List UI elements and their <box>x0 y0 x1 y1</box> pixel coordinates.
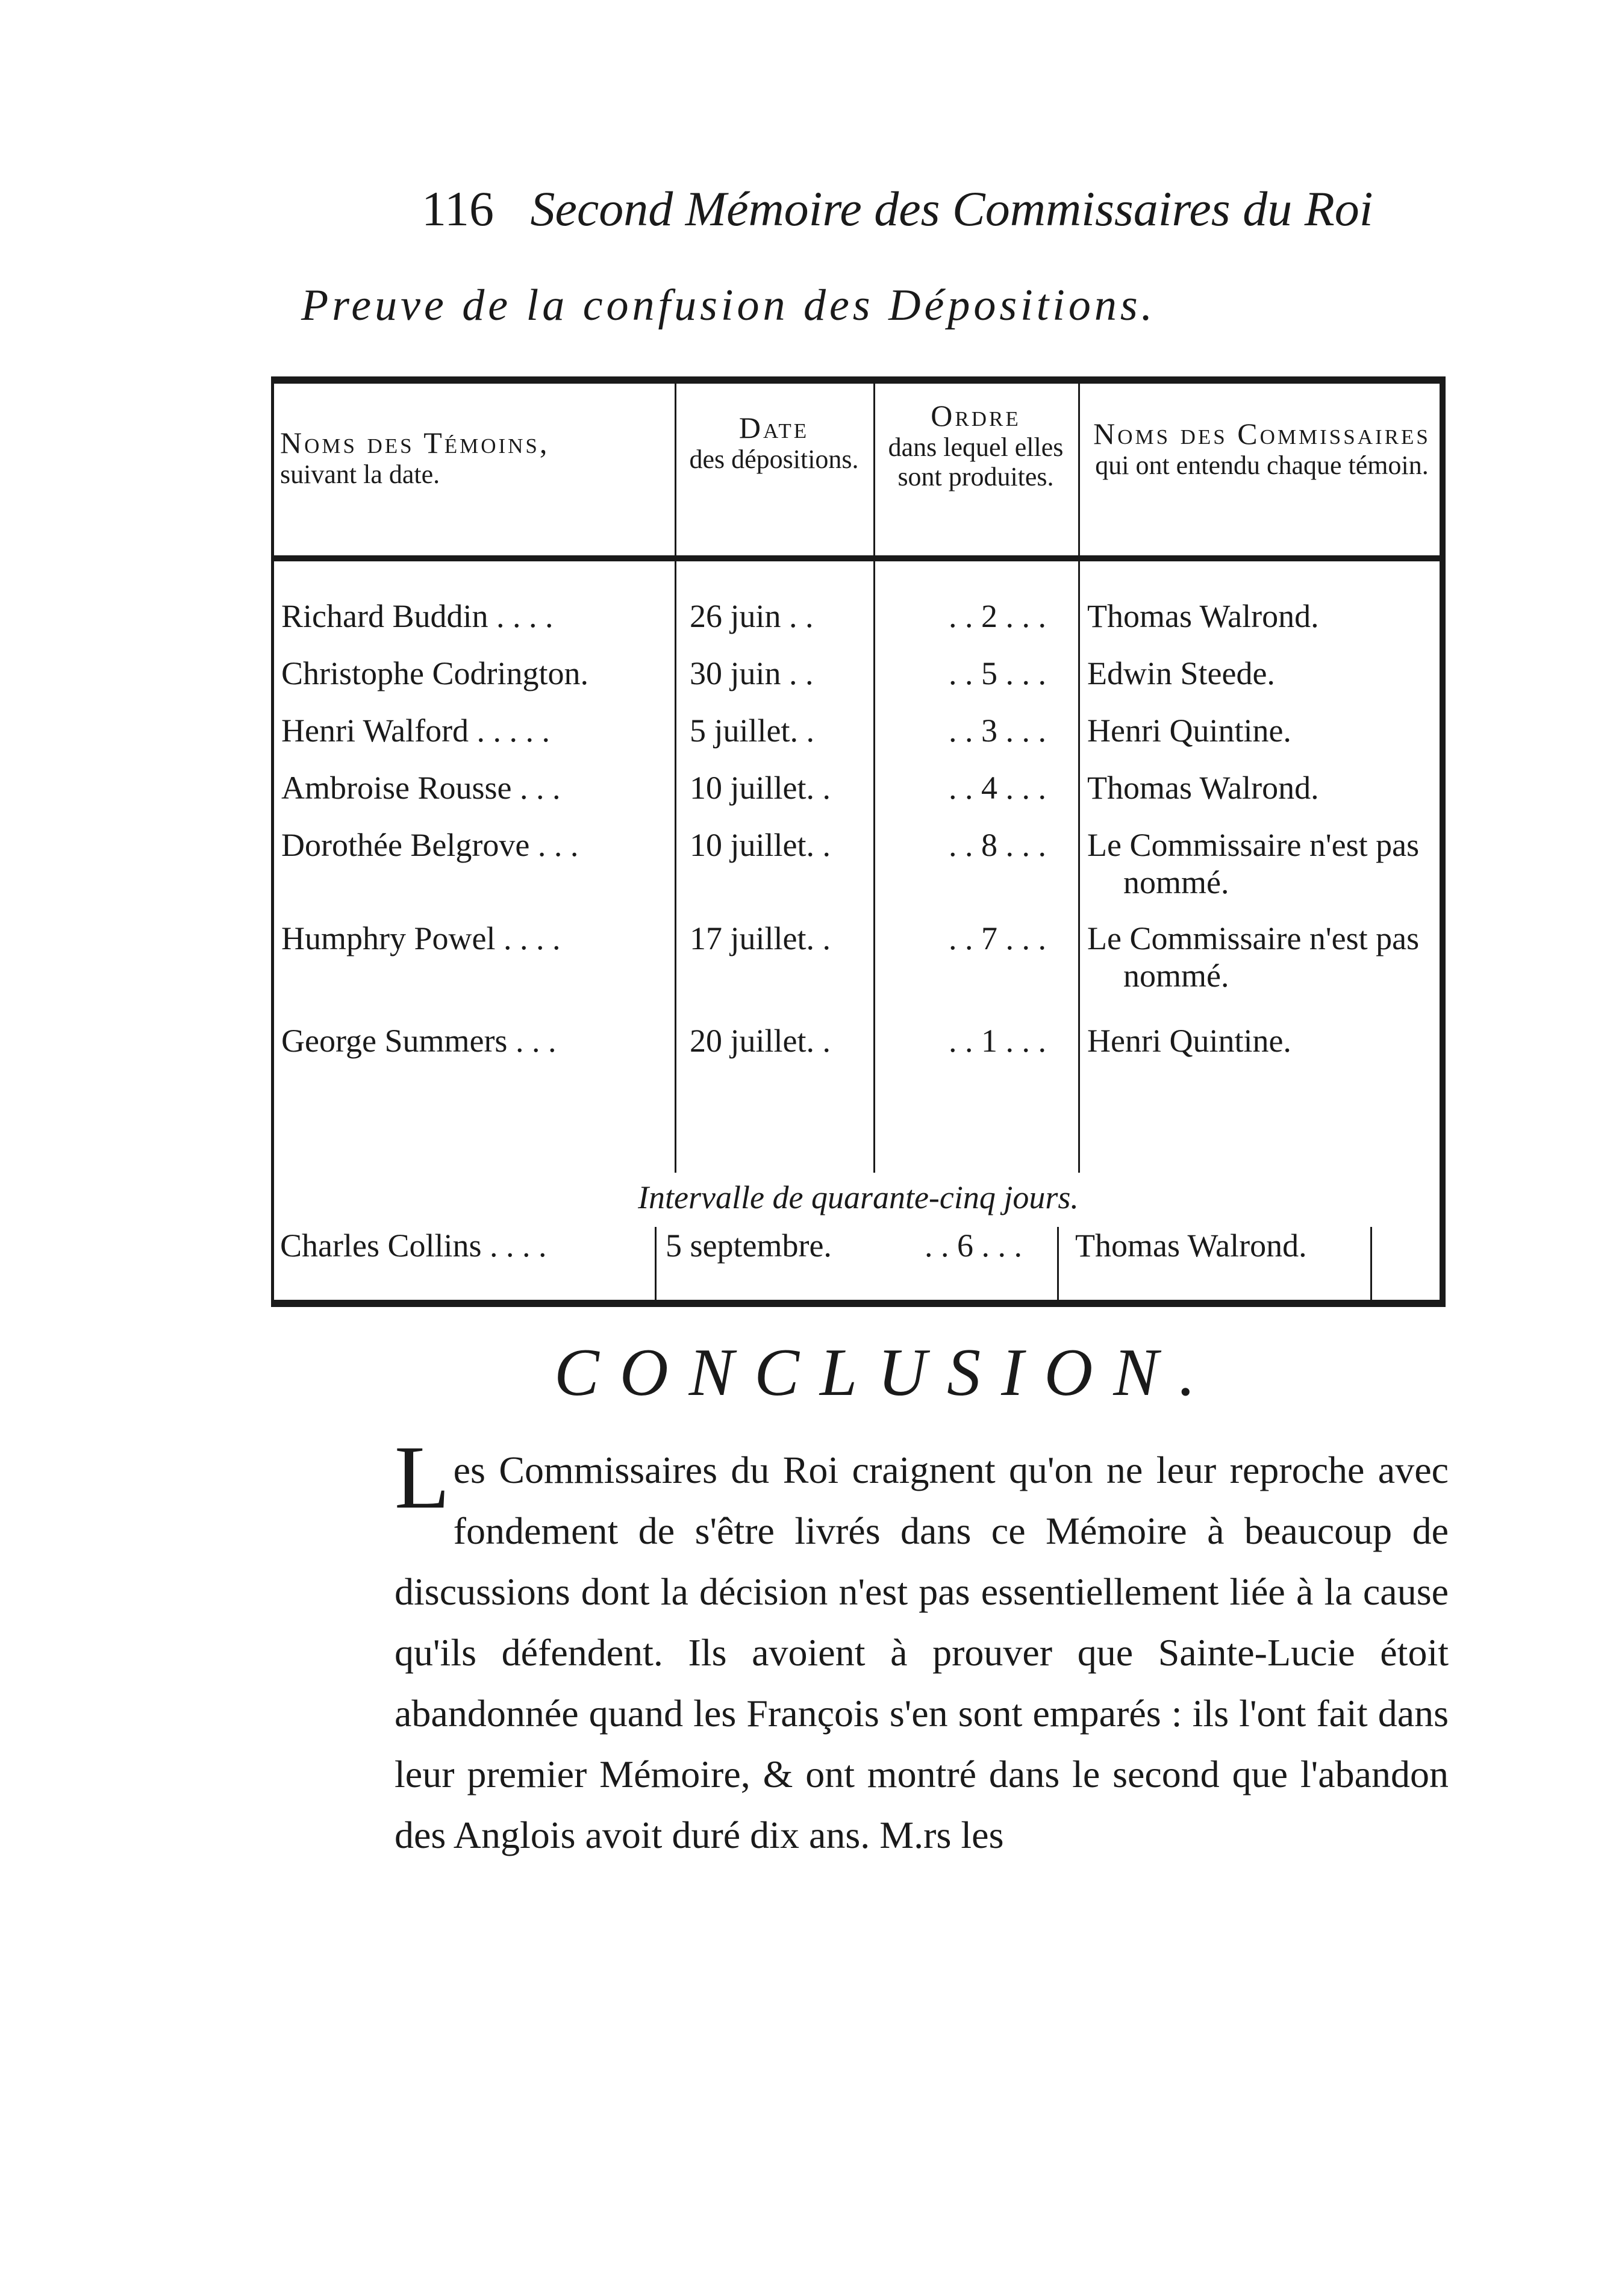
deposition-date: 5 juillet. . <box>690 713 814 749</box>
commissioner-name: Thomas Walrond. <box>1075 1228 1307 1264</box>
commissioner-name: Henri Quintine. <box>1087 1023 1291 1059</box>
witness-name: Charles Collins . . . . <box>280 1228 547 1264</box>
page-number: 116 <box>422 181 494 236</box>
witness-name: Ambroise Rousse . . . <box>281 770 561 806</box>
deposition-date: 17 juillet. . <box>690 920 831 956</box>
commissioner-name: Thomas Walrond. <box>1087 598 1319 634</box>
deposition-order: . . 6 . . . <box>925 1228 1022 1264</box>
deposition-date: 10 juillet. . <box>690 770 831 806</box>
witness-name: Humphry Powel . . . . <box>281 920 561 956</box>
deposition-date: 20 juillet. . <box>690 1023 831 1059</box>
deposition-date: 30 juin . . <box>690 655 814 691</box>
deposition-order: . . 5 . . . <box>949 655 1046 691</box>
deposition-order: . . 4 . . . <box>949 770 1046 806</box>
commissioner-name: Thomas Walrond. <box>1087 770 1319 806</box>
witness-name: Richard Buddin . . . . <box>281 598 554 634</box>
commissioner-name-continued: nommé. <box>1123 864 1229 900</box>
commissioner-name: Edwin Steede. <box>1087 655 1275 691</box>
table-row <box>274 826 1443 911</box>
deposition-order: . . 8 . . . <box>949 827 1046 863</box>
header-rule <box>274 555 1440 561</box>
depositions-table <box>271 376 1446 1307</box>
witness-name: Christophe Codrington. <box>281 655 588 691</box>
interval-note: Intervalle de quarante-cinq jours. <box>638 1179 1079 1215</box>
column-header-witnesses: Noms des Témoins, suivant la date. <box>280 426 550 489</box>
conclusion-text: es Commissaires du Roi craignent qu'on ne leur reproche avec fondement de s'être livrés dans ce Mémoire à beaucoup de discussions dont la décision n'est pas essentiellement liée à la cause qu'ils défendent. Ils avoient à prouver que Sainte-Lucie étoit abandonnée quand les François s'en sont emparés : ils l'ont fait dans leur premier Mémoire, & ont montré dans le second que l'abandon des Anglois avoit duré dix ans. M.rs les <box>395 1449 1449 1856</box>
deposition-order: . . 1 . . . <box>949 1023 1046 1059</box>
table-title: Preuve de la confusion des Dépositions. <box>301 281 1156 330</box>
commissioner-name: Henri Quintine. <box>1087 713 1291 749</box>
commissioner-name: Le Commissaire n'est pas <box>1087 827 1420 863</box>
witness-name: George Summers . . . <box>281 1023 557 1059</box>
witness-name: Henri Walford . . . . . <box>281 713 551 749</box>
deposition-order: . . 2 . . . <box>949 598 1046 634</box>
deposition-date: 26 juin . . <box>690 598 814 634</box>
commissioner-name-continued: nommé. <box>1123 958 1229 994</box>
commissioner-name: Le Commissaire n'est pas <box>1087 920 1420 956</box>
deposition-order: . . 3 . . . <box>949 713 1046 749</box>
conclusion-paragraph <box>395 1427 1449 1933</box>
column-header-order: Ordre dans lequel elles sont produites. <box>888 399 1064 492</box>
column-header-commissioners: Noms des Commissaires qui ont entendu chaque témoin. <box>1093 417 1431 480</box>
deposition-date: 5 septembre. <box>666 1228 832 1264</box>
table-row-last <box>274 1227 1443 1311</box>
running-header <box>422 181 1446 259</box>
table-row <box>274 920 1443 1004</box>
running-title: Second Mémoire des Commissaires du Roi <box>530 181 1373 236</box>
deposition-order: . . 7 . . . <box>949 920 1046 956</box>
column-header-date: Date des dépositions. <box>689 411 859 474</box>
witness-name: Dorothée Belgrove . . . <box>281 827 579 863</box>
conclusion-heading: CONCLUSION. <box>554 1335 1217 1410</box>
deposition-date: 10 juillet. . <box>690 827 831 863</box>
drop-cap: L <box>395 1427 450 1527</box>
table-row <box>274 1022 1443 1106</box>
